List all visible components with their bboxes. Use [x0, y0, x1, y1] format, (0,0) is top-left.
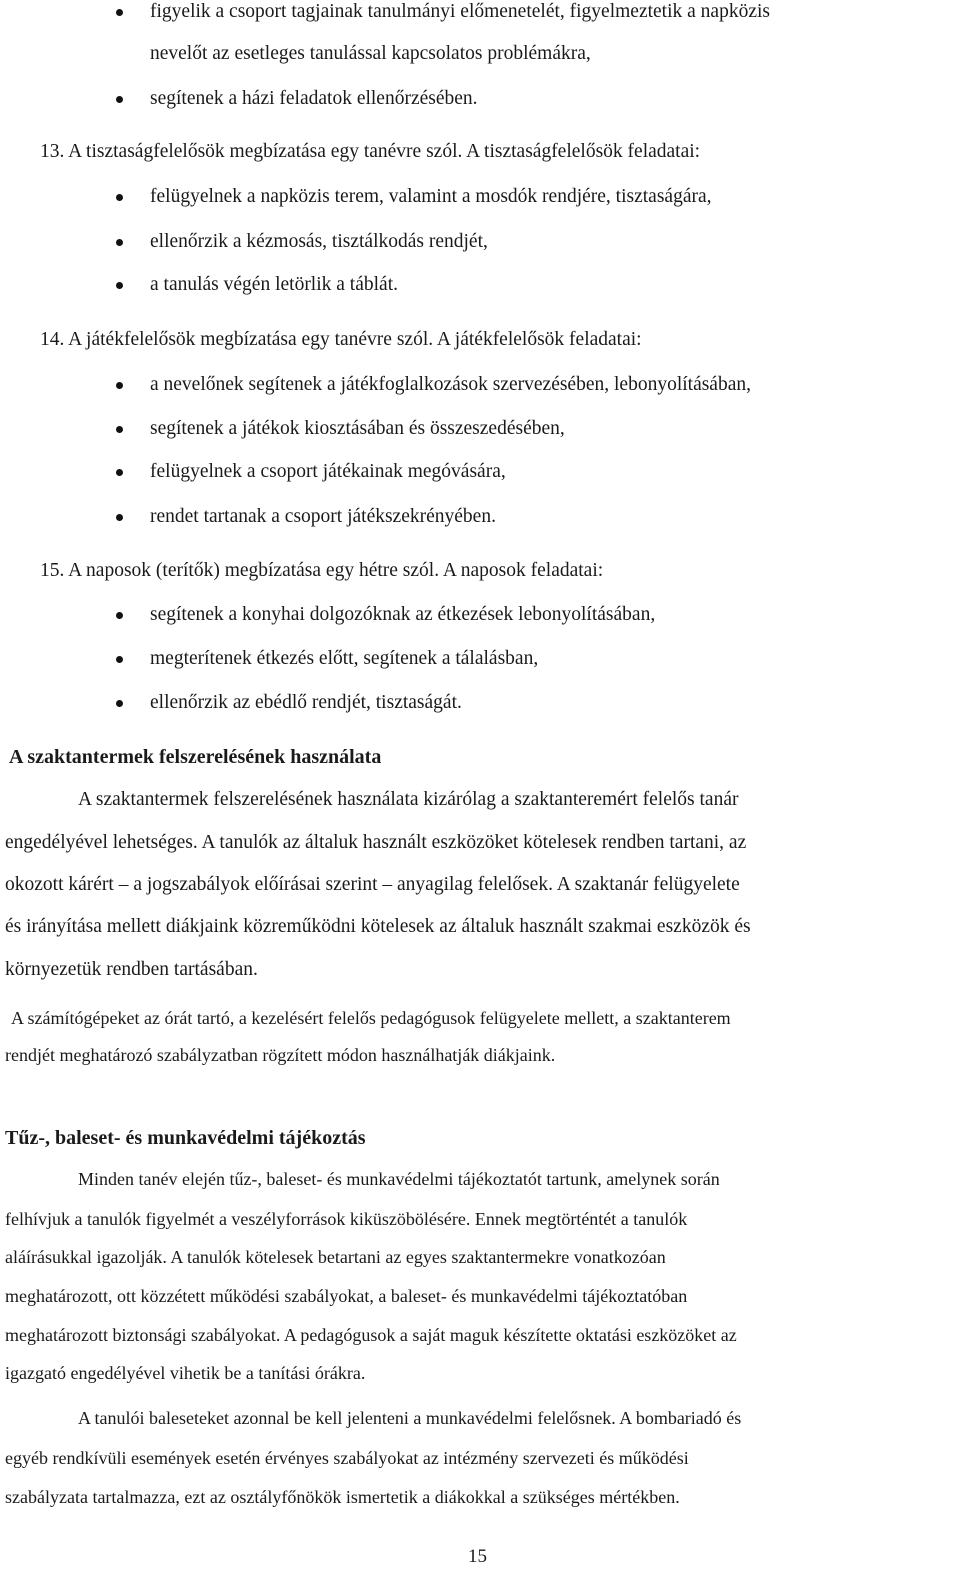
- paragraph-line: engedélyével lehetséges. A tanulók az általuk használt eszközöket kötelesek rendben tartani, az: [5, 832, 747, 853]
- paragraph-line: felhívjuk a tanulók figyelmét a veszélyforrások kiküszöbölésére. Ennek megtörténtét a tanulók: [5, 1209, 688, 1229]
- bullet-icon: [116, 194, 123, 201]
- paragraph-line: rendjét meghatározó szabályzatban rögzített módon használhatják diákjaink.: [5, 1045, 556, 1065]
- bullet-icon: [116, 612, 123, 619]
- page-number: 15: [468, 1546, 487, 1567]
- numbered-item-15: 15. A naposok (terítők) megbízatása egy hétre szól. A naposok feladatai:: [40, 560, 604, 581]
- bullet-icon: [116, 382, 123, 389]
- list-item-text: rendet tartanak a csoport játékszekrényében.: [150, 506, 496, 527]
- list-item-text: figyelik a csoport tagjainak tanulmányi előmenetelét, figyelmeztetik a napközis: [150, 1, 770, 22]
- bullet-icon: [116, 700, 123, 707]
- bullet-icon: [116, 656, 123, 663]
- list-item-text: nevelőt az esetleges tanulással kapcsolatos problémákra,: [150, 43, 591, 64]
- list-item-text: felügyelnek a csoport játékainak megóvására,: [150, 461, 506, 482]
- numbered-item-14: 14. A játékfelelősök megbízatása egy tanévre szól. A játékfelelősök feladatai:: [40, 329, 642, 350]
- paragraph-line: és irányítása mellett diákjaink közreműködni kötelesek az általuk használt szakmai eszközök és: [5, 916, 751, 937]
- list-item-text: a tanulás végén letörlik a táblát.: [150, 274, 398, 295]
- list-item-text: segítenek a konyhai dolgozóknak az étkezések lebonyolításában,: [150, 604, 656, 625]
- bullet-icon: [116, 426, 123, 433]
- bullet-icon: [116, 514, 123, 521]
- paragraph-line: Minden tanév elején tűz-, baleset- és munkavédelmi tájékoztatót tartunk, amelynek során: [78, 1169, 720, 1189]
- paragraph-line: A tanulói baleseteket azonnal be kell jelenteni a munkavédelmi felelősnek. A bombariadó és: [78, 1408, 742, 1428]
- bullet-icon: [116, 469, 123, 476]
- list-item-text: a nevelőnek segítenek a játékfoglalkozások szervezésében, lebonyolításában,: [150, 374, 751, 395]
- paragraph-line: környezetük rendben tartásában.: [5, 959, 258, 980]
- paragraph-line: A számítógépeket az órát tartó, a kezelésért felelős pedagógusok felügyelete mellett, a szaktanterem: [11, 1008, 731, 1028]
- list-item-text: segítenek a házi feladatok ellenőrzésében.: [150, 88, 478, 109]
- list-item-text: segítenek a játékok kiosztásában és összeszedésében,: [150, 418, 565, 439]
- paragraph-line: szabályzata tartalmazza, ezt az osztályfőnökök ismertetik a diákokkal a szükséges mértékben.: [5, 1487, 680, 1507]
- list-item-text: ellenőrzik a kézmosás, tisztálkodás rendjét,: [150, 231, 488, 252]
- bullet-icon: [116, 239, 123, 246]
- numbered-item-13: 13. A tisztaságfelelősök megbízatása egy tanévre szól. A tisztaságfelelősök feladatai:: [40, 141, 701, 162]
- paragraph-line: meghatározott, ott közzétett működési szabályokat, a baleset- és munkavédelmi tájékoztatóban: [5, 1286, 688, 1306]
- paragraph-line: egyéb rendkívüli események esetén érvényes szabályokat az intézmény szervezeti és működési: [5, 1448, 689, 1468]
- paragraph-line: A szaktantermek felszerelésének használata kizárólag a szaktanteremért felelős tanár: [78, 789, 739, 810]
- section-heading: Tűz-, baleset- és munkavédelmi tájékoztás: [5, 1127, 366, 1149]
- paragraph-line: aláírásukkal igazolják. A tanulók kötelesek betartani az egyes szaktantermekre vonatkozóan: [5, 1247, 666, 1267]
- list-item-text: felügyelnek a napközis terem, valamint a mosdók rendjére, tisztaságára,: [150, 186, 712, 207]
- section-heading: A szaktantermek felszerelésének használata: [9, 746, 382, 768]
- bullet-icon: [116, 282, 123, 289]
- bullet-icon: [116, 96, 123, 103]
- paragraph-line: igazgató engedélyével vihetik be a tanítási órákra.: [5, 1363, 366, 1383]
- list-item-text: ellenőrzik az ebédlő rendjét, tisztaságát.: [150, 692, 462, 713]
- paragraph-line: meghatározott biztonsági szabályokat. A pedagógusok a saját maguk készítette oktatási eszközöket az: [5, 1325, 737, 1345]
- paragraph-line: okozott kárért – a jogszabályok előírásai szerint – anyagilag felelősek. A szaktanár felügyelete: [5, 874, 740, 895]
- list-item-text: megterítenek étkezés előtt, segítenek a tálalásban,: [150, 648, 539, 669]
- bullet-icon: [116, 9, 123, 16]
